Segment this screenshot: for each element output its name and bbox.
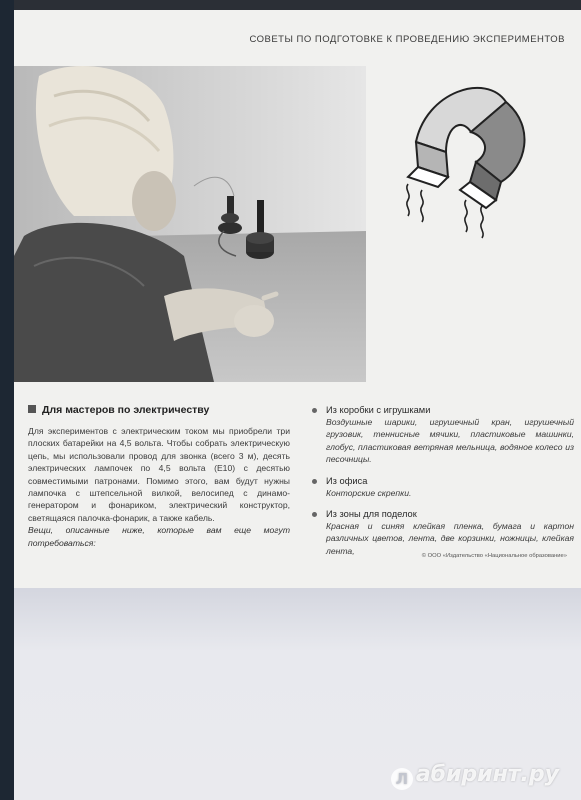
intro-italic-text: Вещи, описанные ниже, которые вам еще могут потребоваться: (28, 525, 290, 548)
intro-text: Для экспериментов с электрическим током мы приобрели три плоских батарейки на 4,5 вольта. Чтобы собрать электрическую цепь, мы использовали провод для звонка (всего 3 м), десять электрических лампочек по 4,5 вольта (E10) с десятью совместимыми патронами. Помимо этого, вам будут нужны лампочка с штепсельной вилкой, велосипед с динамо-генератором и фонариком, электрический конструктор, светящаяся палочка-фонарик, а также кабель. (28, 426, 290, 523)
bullet-icon (312, 479, 317, 484)
list-item-title: Из коробки с игрушками (326, 405, 431, 415)
bullet-icon (312, 408, 317, 413)
list-item (312, 508, 574, 557)
list-item (312, 475, 574, 499)
list-item-title: Из зоны для поделок (326, 509, 417, 520)
running-head: СОВЕТЫ ПО ПОДГОТОВКЕ К ПРОВЕДЕНИЮ ЭКСПЕРИМЕНТОВ (249, 34, 565, 45)
bullet-icon (312, 512, 317, 517)
list-item-text: Воздушные шарики, игрушечный кран, игрушечный грузовик, теннисные мячики, пластиковые машинки, глобус, пластиковая ветряная мельница, водяное колесо из песочницы. (326, 417, 574, 465)
watermark (391, 762, 559, 790)
labirint-logo-icon: Л (391, 768, 413, 790)
list-item-text: Конторские скрепки. (326, 487, 412, 498)
copyright-notice: © ООО «Издательство «Национальное образование» (421, 553, 567, 559)
photo-child-with-batteries (14, 66, 366, 382)
square-bullet-icon (28, 405, 36, 413)
list-item-text: Красная и синяя клейкая пленка, бумага и картон различных цветов, лента, две корзинки, ножницы, клейкая лента, (326, 521, 574, 556)
book-page (14, 0, 581, 588)
intro-paragraph (28, 425, 290, 549)
watermark-text: абиринт.ру (415, 762, 559, 787)
materials-list (312, 404, 574, 566)
section-title-text: Для мастеров по электричеству (42, 404, 210, 416)
horseshoe-magnet-illustration (386, 72, 576, 242)
section-title (28, 404, 209, 416)
list-item (312, 404, 574, 466)
list-item-title: Из офиса (326, 475, 368, 486)
header-band (14, 0, 581, 10)
